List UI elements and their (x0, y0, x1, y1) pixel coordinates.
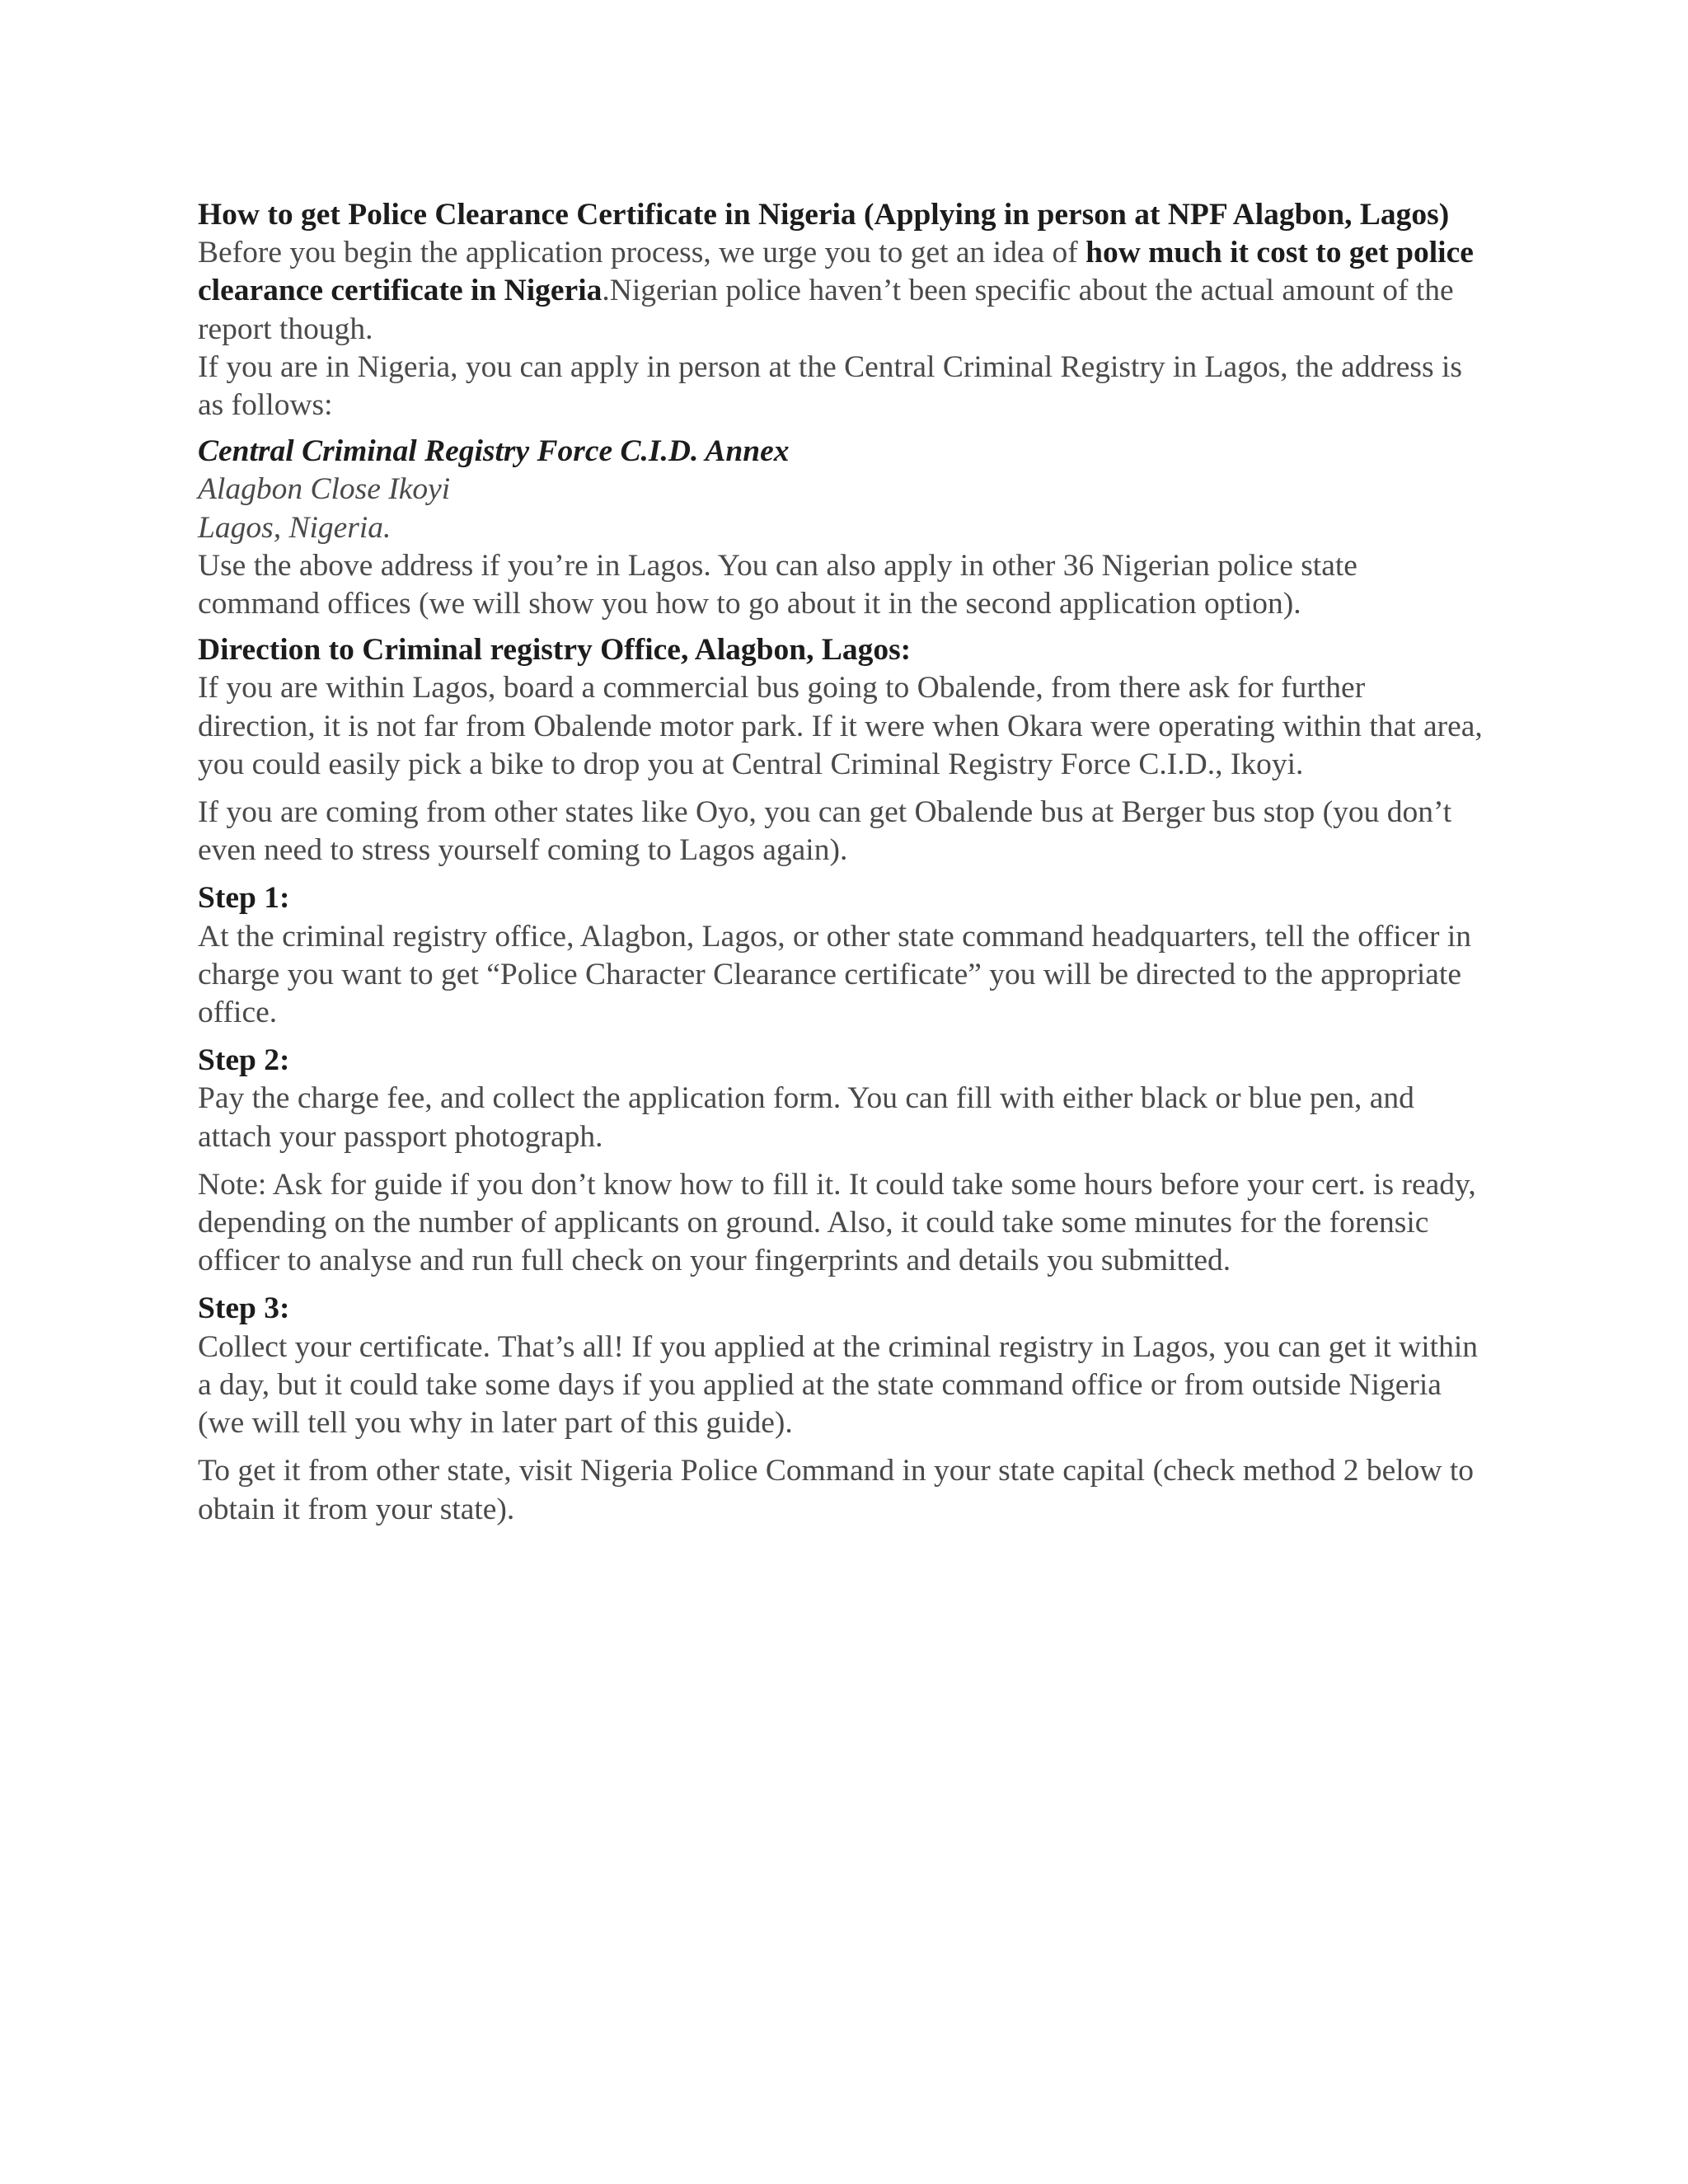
use-address-paragraph: Use the above address if you’re in Lagos. You can also apply in other 36 Nigerian police state command offices (we will show you how to go about it in the second application option). (198, 548, 1357, 621)
intro-text-before: Before you begin the application process, we urge you to get an idea of (198, 236, 1086, 270)
address-line-3: Lagos, Nigeria. (198, 510, 392, 545)
apply-in-person-paragraph: If you are in Nigeria, you can apply in person at the Central Criminal Registry in Lagos, the address is as follows: (198, 349, 1462, 423)
step-3-label: Step 3: (198, 1291, 290, 1326)
step-3-paragraph-1: Collect your certificate. That’s all! If you applied at the criminal registry in Lagos, you can get it within a day, but it could take some days if you applied at the state command office or from outside Nigeria (we will tell you why in later part of this guide). (198, 1329, 1479, 1441)
cost-emphasis: how much it cost to get police clearance certificate in Nigeria (198, 236, 1474, 308)
step-2-note-paragraph: Note: Ask for guide if you don’t know how to fill it. It could take some hours before your cert. is ready, depending on the number of applicants on ground. Also, it could take some minutes for the forensic officer to analyse and run full check on your fingerprints and details you submitted. (198, 1167, 1476, 1278)
step-3-paragraph-2: To get it from other state, visit Nigeria Police Command in your state capital (check method 2 below to obtain it from your state). (198, 1454, 1475, 1526)
step-1-label: Step 1: (198, 881, 290, 916)
step-2-label: Step 2: (198, 1043, 290, 1078)
direction-paragraph-1: If you are within Lagos, board a commercial bus going to Obalende, from there ask for further direction, it is not far from Obalende motor park. If it were when Okara were operating within that area, you could easily pick a bike to drop you at Central Criminal Registry Force C.I.D., Ikoyi. (198, 671, 1483, 781)
document-page (198, 196, 1484, 1529)
direction-heading: Direction to Criminal registry Office, Alagbon, Lagos: (198, 633, 912, 668)
address-line-2: Alagbon Close Ikoyi (198, 472, 451, 507)
address-line-1: Central Criminal Registry Force C.I.D. Annex (198, 434, 790, 469)
intro-paragraph (198, 234, 1484, 349)
intro-text-after: .Nigerian police haven’t been specific about the actual amount of the report though. (198, 274, 1454, 346)
step-2-paragraph-1: Pay the charge fee, and collect the application form. You can fill with either black or blue pen, and attach your passport photograph. (198, 1081, 1414, 1154)
document-title: How to get Police Clearance Certificate in Nigeria (Applying in person at NPF Alagbon, Lagos) (198, 198, 1450, 232)
step-1-paragraph: At the criminal registry office, Alagbon, Lagos, or other state command headquarters, tell the officer in charge you want to get “Police Character Clearance certificate” you will be directed to the appropriate office. (198, 919, 1471, 1030)
direction-paragraph-2: If you are coming from other states like Oyo, you can get Obalende bus at Berger bus stop (you don’t even need to stress yourself coming to Lagos again). (198, 795, 1452, 868)
